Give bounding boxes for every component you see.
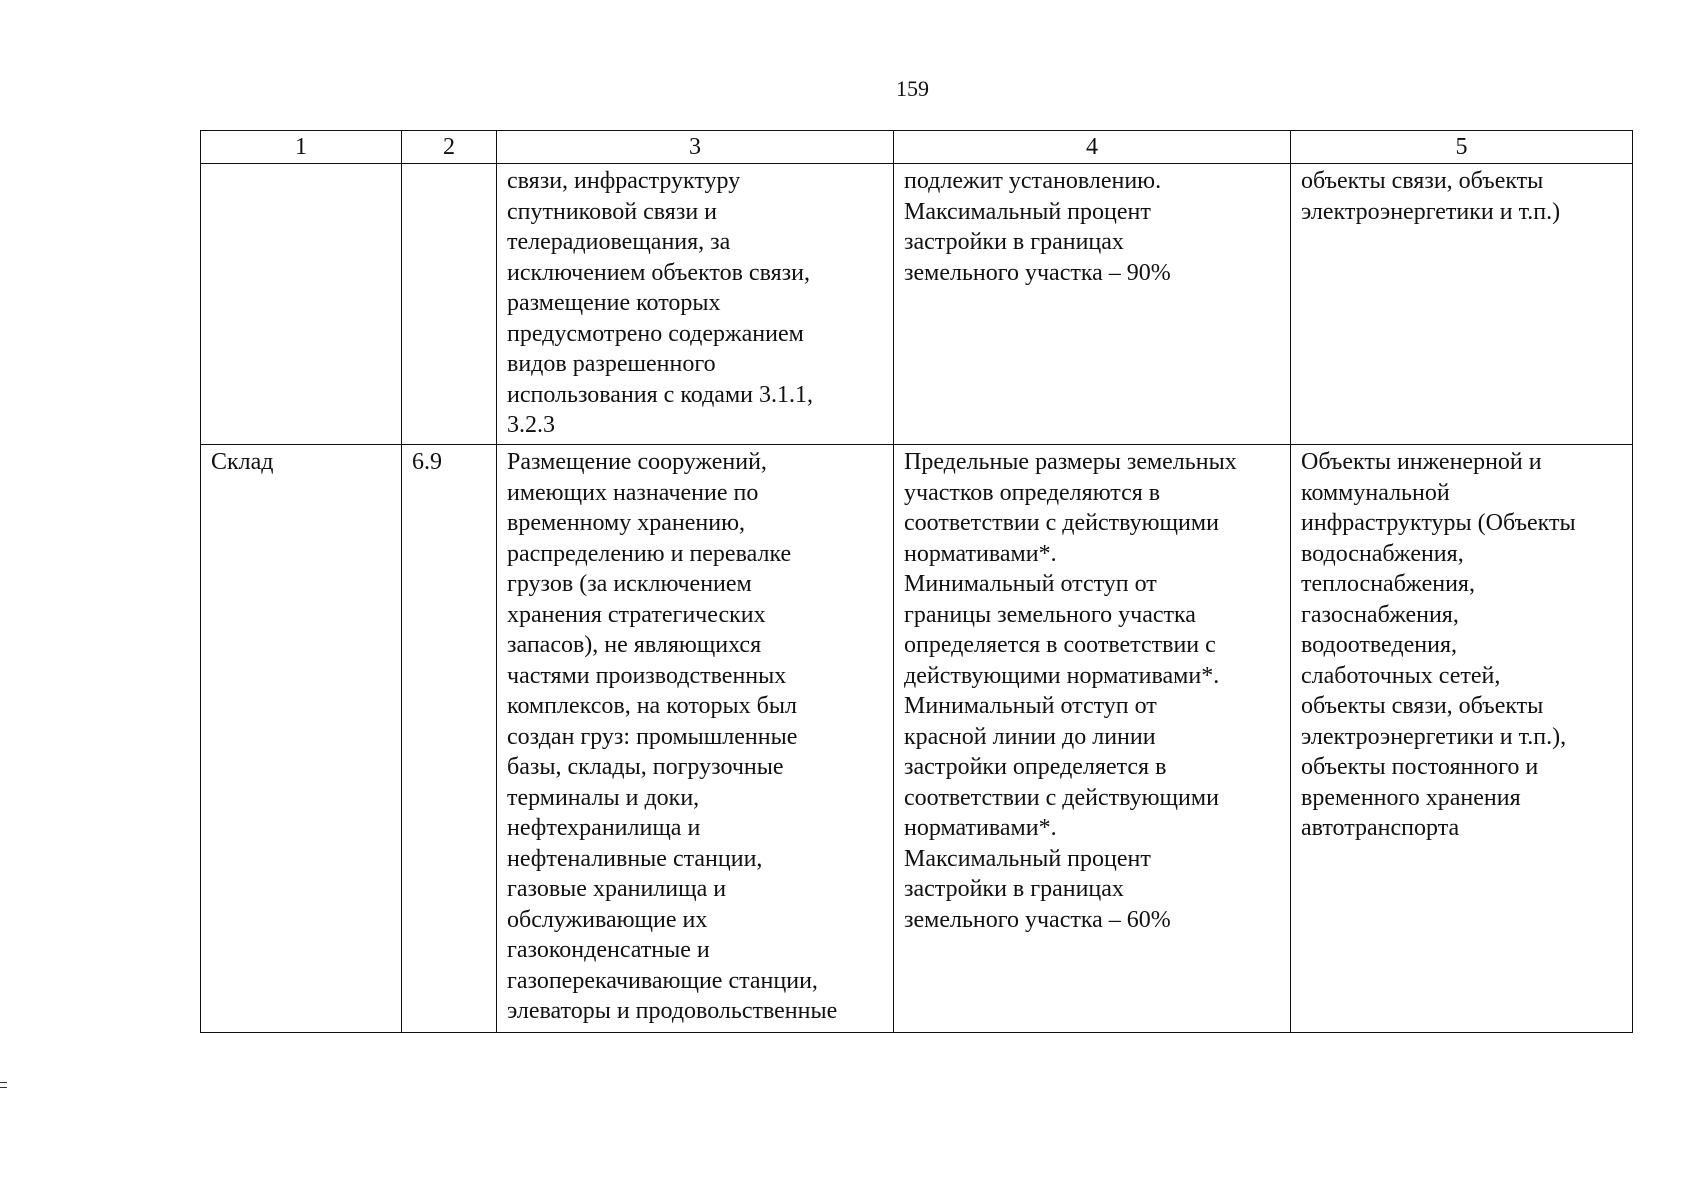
cell-parameters: Предельные размеры земельных участков определяются в соответствии с действующими нормативами*. Минимальный отступ от границы земельного участка определяется в соответствии с действующими нормативами*. Минимальный отступ от красной линии до линии застройки определяется в соответствии с действующими нормативами*. Максимальный процент застройки в границах земельного участка – 60% bbox=[894, 445, 1291, 1033]
column-header-5: 5 bbox=[1291, 131, 1633, 164]
cell-auxiliary-uses: Объекты инженерной и коммунальной инфраструктуры (Объекты водоснабжения, теплоснабжения, газоснабжения, водоотведения, слаботочных сетей, объекты связи, объекты электроэнергетики и т.п.), объекты постоянного и временного хранения автотранспорта bbox=[1291, 445, 1633, 1033]
table-row bbox=[201, 164, 1633, 445]
cell-use-name: Склад bbox=[201, 445, 402, 1033]
cell-use-code: 6.9 bbox=[402, 445, 497, 1033]
table-header-row bbox=[201, 131, 1633, 164]
scan-edge-mark bbox=[0, 1082, 7, 1088]
column-header-4: 4 bbox=[894, 131, 1291, 164]
cell-use-description: Размещение сооружений, имеющих назначение по временному хранению, распределению и перевалке грузов (за исключением хранения стратегических запасов), не являющихся частями производственных комплексов, на которых был создан груз: промышленные базы, склады, погрузочные терминалы и доки, нефтехранилища и нефтеналивные станции, газовые хранилища и обслуживающие их газоконденсатные и газоперекачивающие станции, элеваторы и продовольственные bbox=[497, 445, 894, 1033]
cell-use-description: связи, инфраструктуру спутниковой связи и телерадиовещания, за исключением объектов связи, размещение которых предусмотрено содержанием видов разрешенного использования с кодами 3.1.1, 3.2.3 bbox=[497, 164, 894, 445]
page-number: 159 bbox=[896, 76, 929, 101]
column-header-1: 1 bbox=[201, 131, 402, 164]
cell-use-code bbox=[402, 164, 497, 445]
cell-auxiliary-uses: объекты связи, объекты электроэнергетики и т.п.) bbox=[1291, 164, 1633, 445]
cell-parameters: подлежит установлению. Максимальный процент застройки в границах земельного участка – 90% bbox=[894, 164, 1291, 445]
cell-use-name bbox=[201, 164, 402, 445]
table-row bbox=[201, 445, 1633, 1033]
column-header-3: 3 bbox=[497, 131, 894, 164]
column-header-2: 2 bbox=[402, 131, 497, 164]
zoning-table bbox=[200, 130, 1633, 1033]
